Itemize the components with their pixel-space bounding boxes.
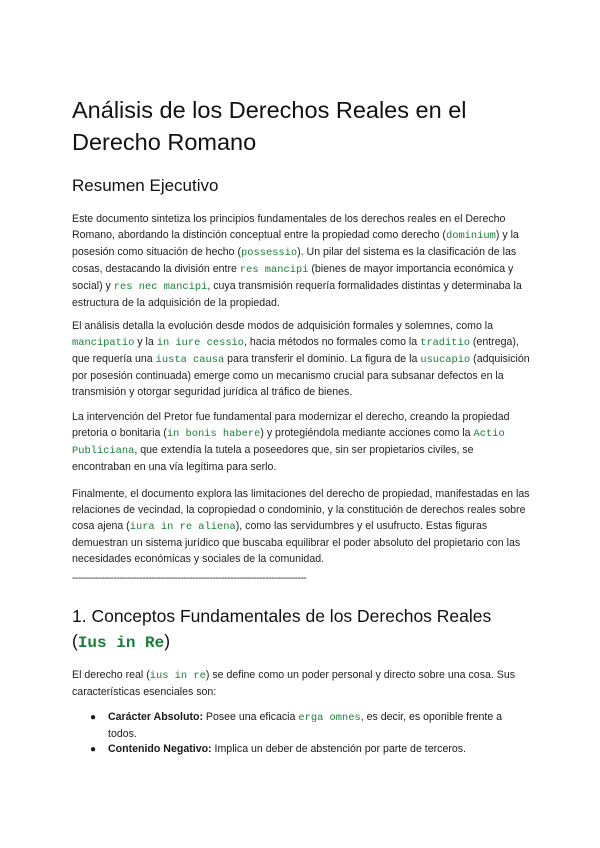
text-run: (bienes de mayor importancia económica y social) y — [72, 263, 514, 293]
bullet-icon: ● — [90, 744, 97, 755]
latin-term: traditio — [420, 337, 470, 350]
text-run: , es decir, es oponible frente a todos. — [108, 711, 503, 740]
latin-term: Ius in Re — [77, 634, 165, 652]
exec-paragraph-4 — [72, 486, 532, 567]
text-run: ). Un pilar del sistema es la clasificación de las cosas, destacando la división entre — [72, 246, 517, 276]
latin-term: res mancipi — [239, 264, 309, 277]
text-run: ) y protegiéndola mediante acciones como la — [260, 427, 474, 440]
latin-term: mancipatio — [72, 337, 135, 350]
text-run: 1. Conceptos Fundamentales de los Derechos Reales ( — [72, 606, 492, 651]
bullet-icon: ● — [90, 712, 97, 723]
exec-summary-heading: Resumen Ejecutivo — [72, 176, 219, 195]
text-run: , cuya transmisión requería formalidades distintas y determinaba la estructura de la adquisición de la propiedad. — [72, 280, 522, 310]
horizontal-rule: -------------------------------------------------------------------------------- — [72, 572, 307, 584]
list-item — [72, 742, 528, 758]
item-label: Contenido Negativo: — [108, 743, 212, 755]
exec-paragraph-1 — [72, 211, 532, 312]
text-run: ) y la posesión como situación de hecho ( — [72, 229, 519, 259]
text-run: Este documento sintetiza los principios fundamentales de los derechos reales en el Derecho Romano, abordando la distinción conceptual entre la propiedad como derecho ( — [72, 213, 506, 242]
latin-term: iusta causa — [155, 354, 225, 367]
text-run: (adquisición por posesión continuada) emerge como un mecanismo crucial para subsanar defectos en la transmisión y otorgar seguridad jurídica al tráfico de bienes. — [72, 353, 530, 399]
text-run: ) se define como un poder personal y directo sobre una cosa. Sus características esenciales son: — [72, 669, 516, 699]
item-label: Carácter Absoluto: — [108, 711, 203, 723]
text-run: La intervención del Pretor fue fundamental para modernizar el derecho, creando la propiedad pretoria o bonitaria ( — [72, 411, 510, 440]
text-run: ) — [164, 631, 171, 651]
text-run: , hacia métodos no formales como la — [244, 336, 421, 349]
latin-term: in bonis habere — [166, 428, 261, 441]
latin-term: usucapio — [420, 354, 471, 367]
latin-term: Actio Publiciana — [72, 428, 505, 458]
latin-term: res nec mancipi — [113, 281, 208, 294]
text-run: El derecho real ( — [72, 669, 150, 681]
text-run: Posee una eficacia — [202, 711, 299, 723]
latin-term: ius in re — [149, 670, 206, 682]
latin-term: dominium — [445, 230, 496, 243]
list-item — [72, 710, 528, 742]
exec-paragraph-3 — [72, 409, 532, 475]
latin-term: in iure cessio — [156, 337, 245, 350]
latin-term: iura in re aliena — [129, 521, 236, 534]
text-run: Finalmente, el documento explora las limitaciones del derecho de propiedad, manifestadas en las relaciones de vecindad, la copropiedad o condominio, y la constitución de derechos reales sobre cosa ajena ( — [72, 488, 530, 533]
latin-term: erga omnes — [298, 712, 361, 724]
text-run: y la — [134, 336, 157, 349]
characteristics-list — [72, 710, 528, 758]
exec-paragraph-2 — [72, 318, 532, 400]
section-1-intro — [72, 667, 532, 700]
text-run: Implica un deber de abstención por parte de terceros. — [211, 743, 466, 755]
latin-term: possessio — [241, 247, 298, 260]
section-1-heading — [72, 604, 528, 656]
text-run: (entrega), que requería una — [72, 336, 519, 366]
text-run: , que extendía la tutela a poseedores que, sin ser propietarios civiles, se encontraban en una vía legítima para serlo. — [72, 444, 474, 474]
text-run: ), como las servidumbres y el usufructo. Estas figuras demuestran un sistema jurídico que buscaba equilibrar el poder absoluto del propietario con las necesidades económicas y sociales de la comunidad. — [72, 520, 521, 566]
document-title: Análisis de los Derechos Reales en el Derecho Romano — [72, 97, 467, 155]
text-run: El análisis detalla la evolución desde modos de adquisición formales y solemnes, como la — [72, 320, 494, 332]
text-run: para transferir el dominio. La figura de la — [224, 353, 421, 366]
